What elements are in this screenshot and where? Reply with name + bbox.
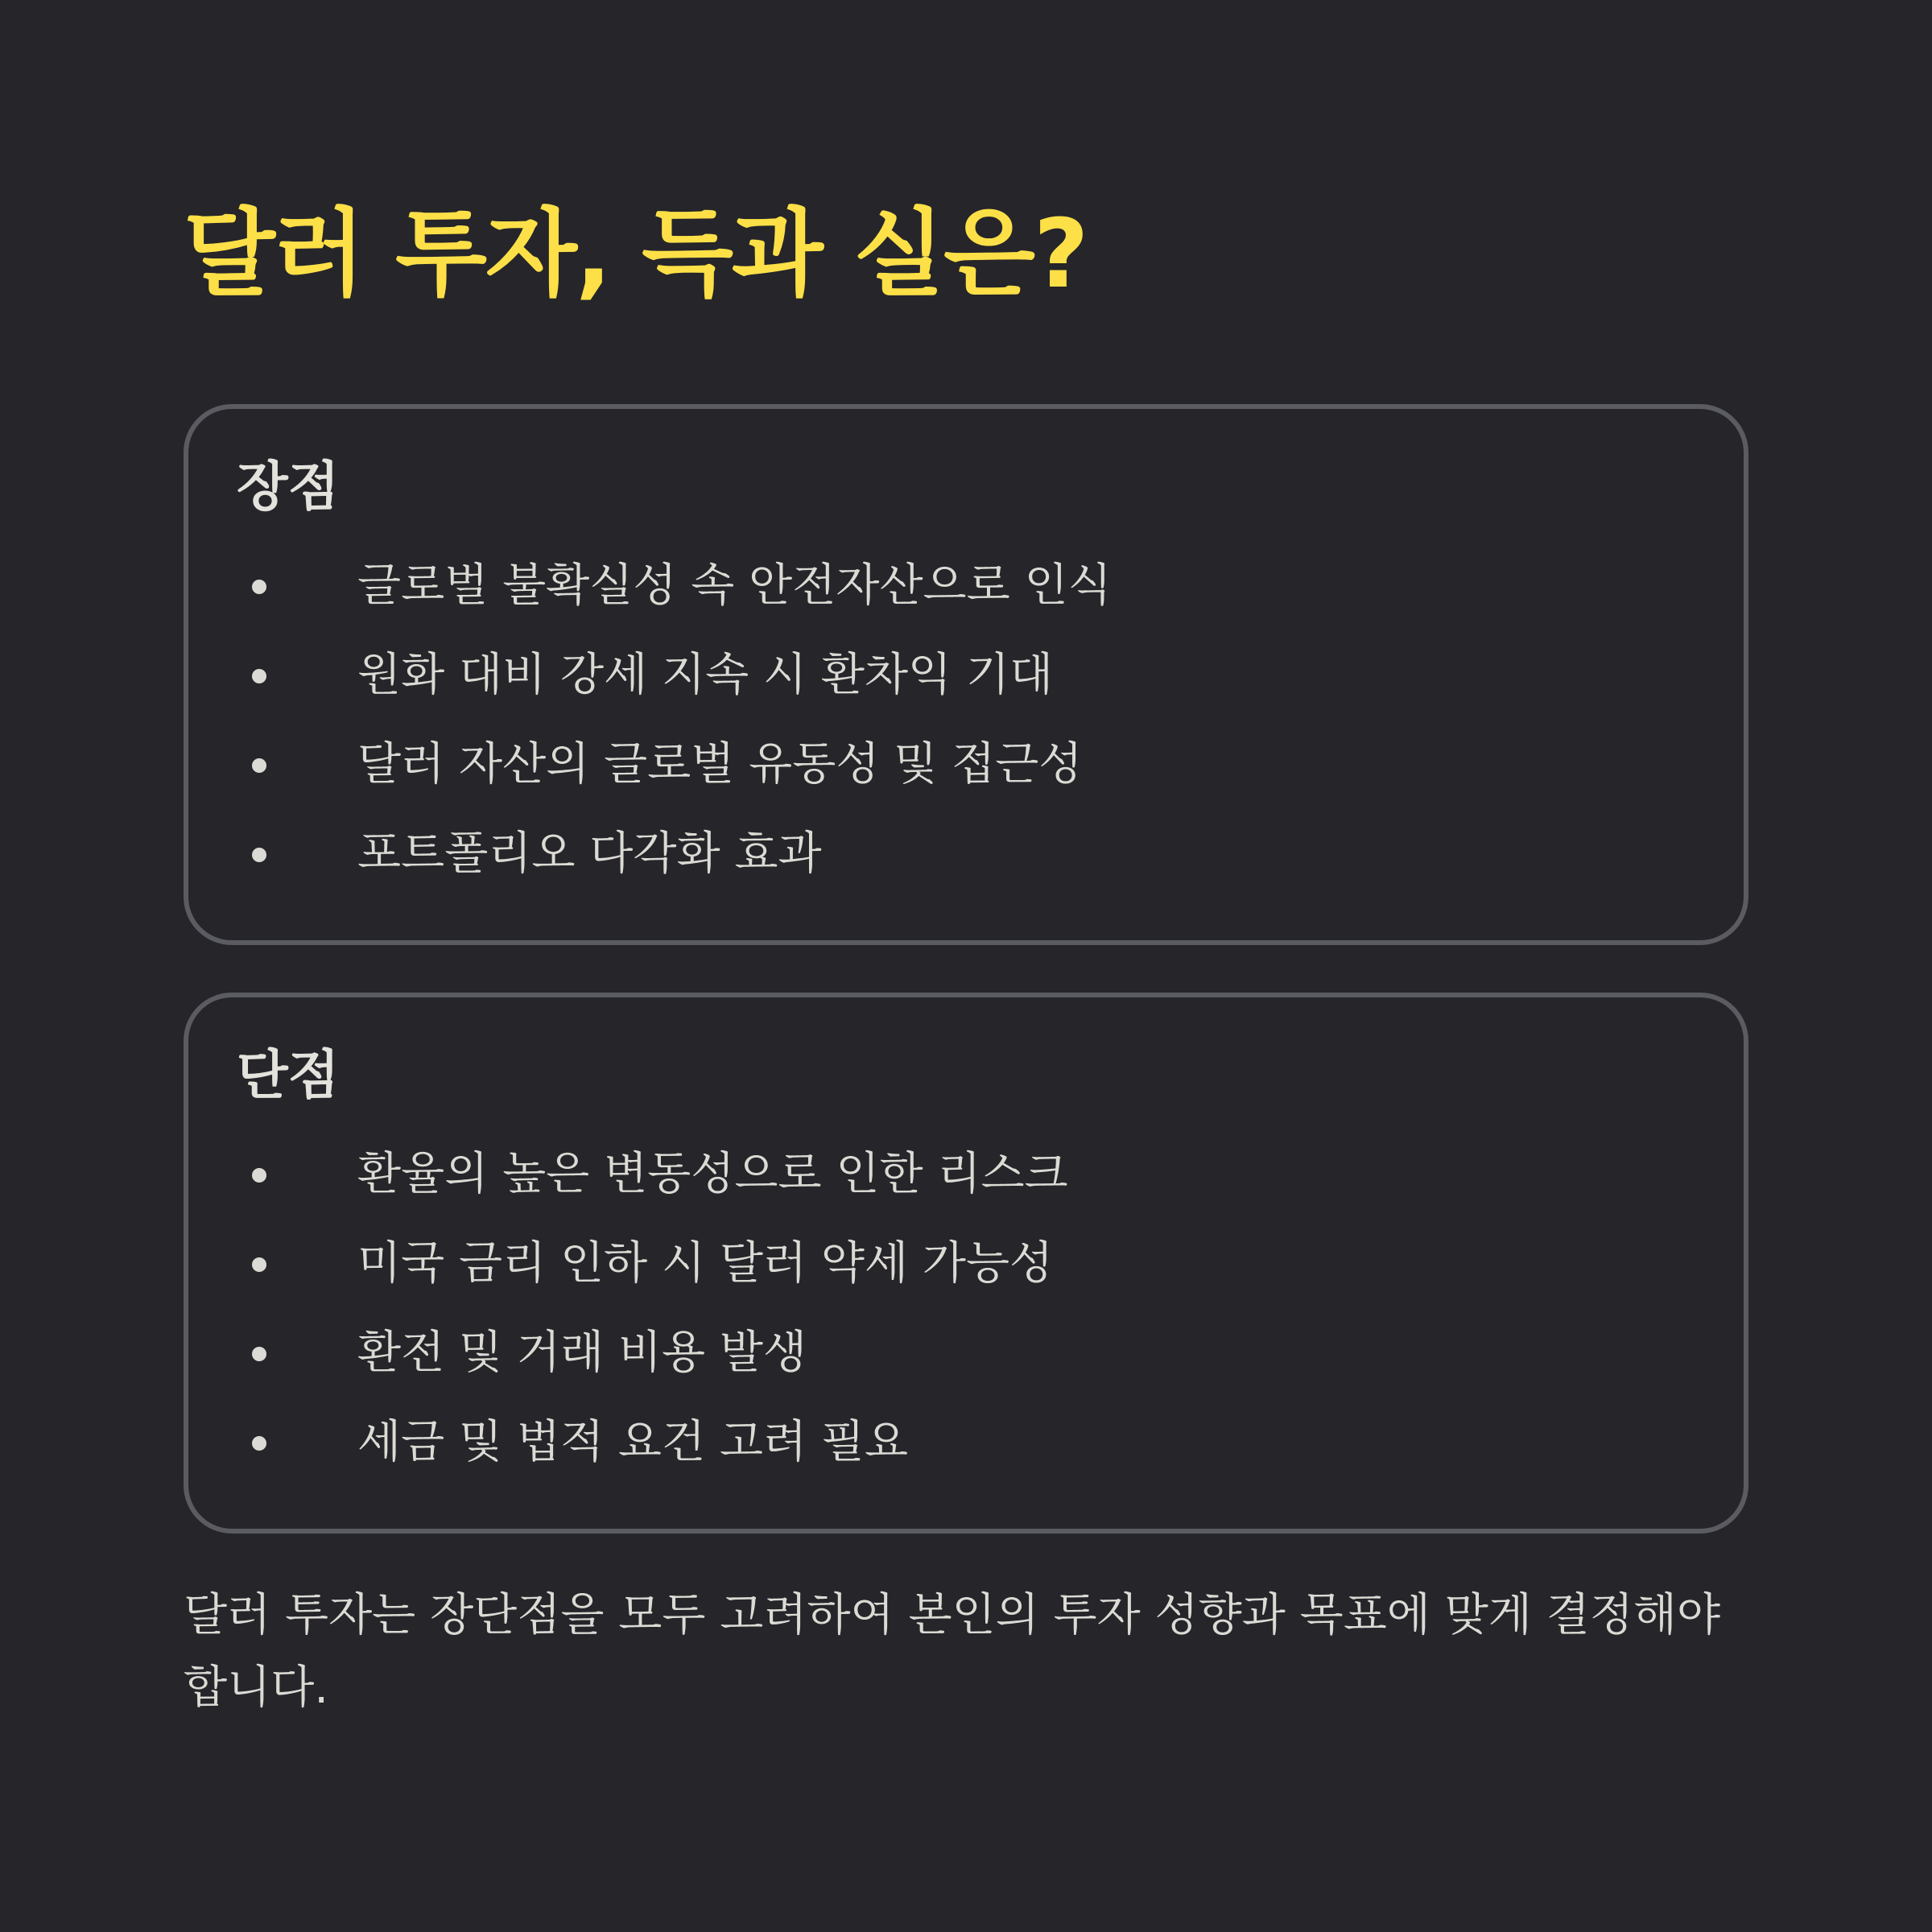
list-item [237, 635, 1112, 724]
bullet-icon [252, 848, 266, 862]
list-item [237, 1313, 1068, 1402]
list-item-text: 환전 및 거래 비용 발생 [357, 1327, 807, 1379]
bullet-icon [252, 580, 266, 594]
bullet-icon [252, 1257, 266, 1272]
cons-card [184, 993, 1748, 1534]
list-item [237, 546, 1112, 635]
pros-heading: 장점 [237, 456, 340, 518]
list-item-text: 원화 대비 강세 지속 시 환차익 기대 [357, 649, 1054, 701]
bullet-icon [252, 758, 266, 773]
list-item [237, 814, 1112, 903]
bullet-icon [252, 1347, 266, 1361]
list-item-text: 포트폴리오 다각화 효과 [357, 828, 822, 880]
list-item [237, 1402, 1068, 1492]
cons-heading: 단점 [237, 1044, 340, 1106]
list-item-text: 달러 자산의 글로벌 유동성 및 접근성 [357, 738, 1083, 791]
list-item [237, 1134, 1068, 1224]
list-item-text: 환율의 높은 변동성으로 인한 리스크 [357, 1148, 1068, 1200]
bullet-icon [252, 1436, 266, 1451]
list-item [237, 724, 1112, 814]
bullet-icon [252, 1168, 266, 1183]
cons-list [237, 1134, 1068, 1492]
pros-list [237, 546, 1112, 903]
list-item-text: 미국 금리 인하 시 달러 약세 가능성 [357, 1237, 1054, 1290]
summary-text: 달러 투자는 장단점을 모두 고려하여 본인의 투자 성향과 목표에 맞게 결정해야 합니다. [184, 1589, 1721, 1714]
page-title: 달러 투자, 득과 실은? [184, 198, 1088, 309]
page-content [184, 193, 1748, 1714]
list-item-text: 글로벌 불확실성 속 안전자산으로 인식 [357, 559, 1112, 612]
list-item-text: 세금 및 법적 요건 고려 필요 [357, 1416, 909, 1468]
pros-card [184, 404, 1748, 945]
bullet-icon [252, 669, 266, 683]
list-item [237, 1224, 1068, 1313]
